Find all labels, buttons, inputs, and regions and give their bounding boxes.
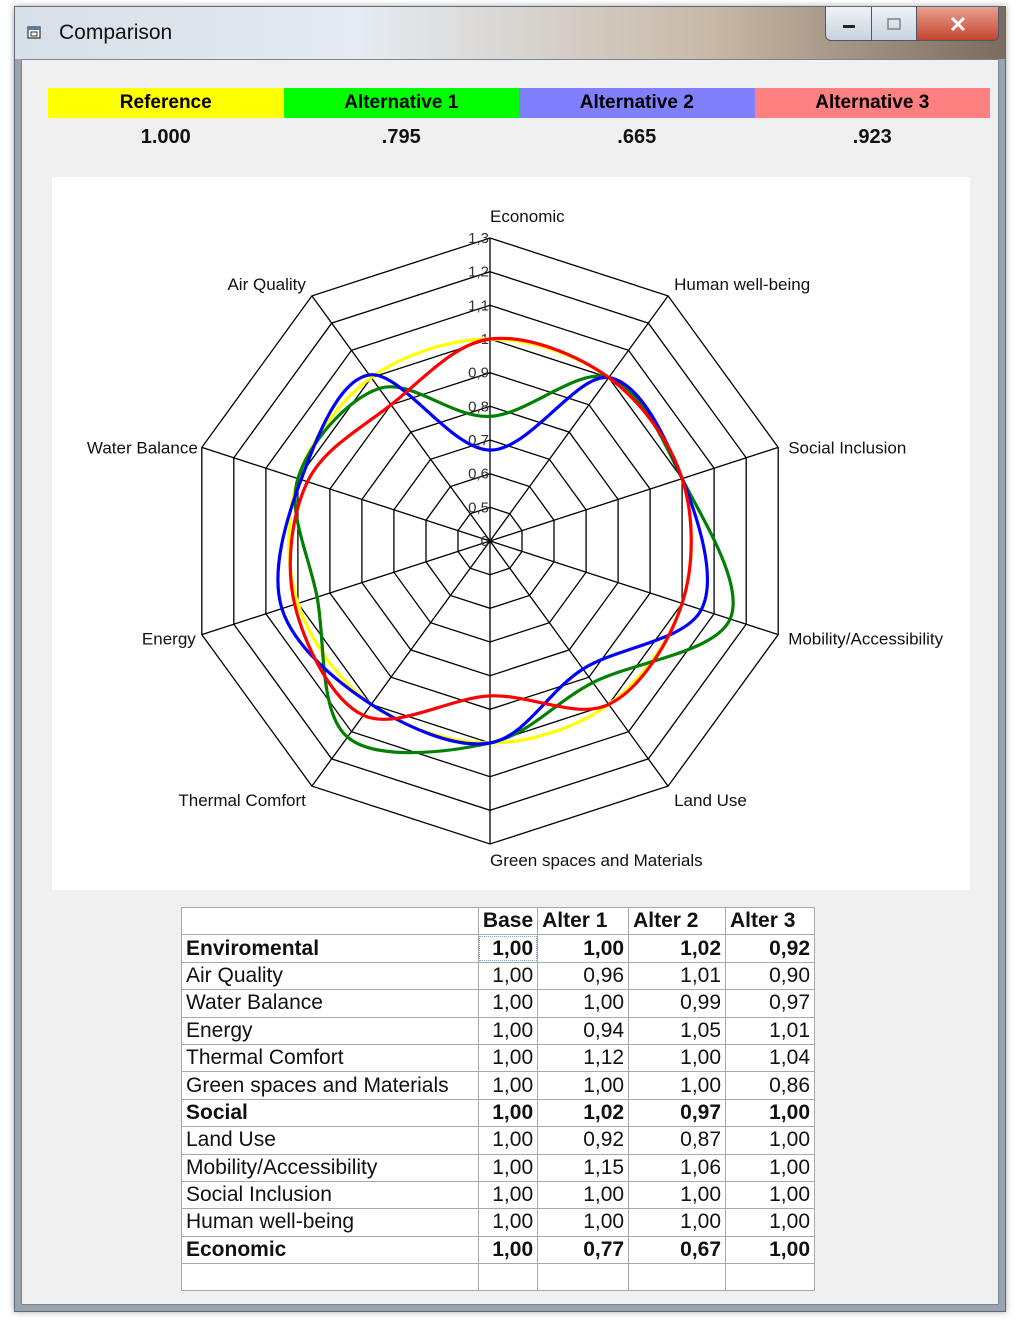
table-row[interactable] — [182, 1017, 815, 1044]
table-cell[interactable]: 1,00 — [538, 990, 629, 1017]
table-header-cell: Base — [478, 908, 537, 935]
table-cell[interactable] — [182, 1264, 479, 1291]
table-cell[interactable]: 0,86 — [726, 1072, 815, 1099]
table-cell[interactable]: 1,05 — [629, 1017, 726, 1044]
grid-spoke — [202, 541, 490, 635]
table-cell[interactable]: 1,00 — [478, 1181, 537, 1208]
table-cell[interactable]: 0,77 — [538, 1236, 629, 1263]
table-cell[interactable]: 1,00 — [478, 1099, 537, 1126]
table-cell[interactable]: 1,00 — [478, 962, 537, 989]
row-label[interactable]: Water Balance — [182, 990, 479, 1017]
app-icon — [27, 26, 41, 39]
tick-label: 1,2 — [468, 263, 489, 281]
maximize-icon — [886, 17, 902, 31]
table-cell[interactable]: 0,97 — [629, 1099, 726, 1126]
table-cell[interactable]: 1,00 — [478, 1072, 537, 1099]
table-cell[interactable]: 0,92 — [726, 935, 815, 962]
score-alternative-1: .795 — [381, 126, 421, 148]
tick-label: 0 — [480, 533, 489, 550]
table-cell[interactable]: 0,90 — [726, 962, 815, 989]
table-cell[interactable]: 0,92 — [538, 1127, 629, 1154]
title-bar[interactable] — [15, 7, 1005, 59]
table-cell[interactable] — [629, 1264, 726, 1291]
table-row[interactable] — [182, 1181, 815, 1208]
row-label[interactable]: Enviromental — [182, 935, 479, 962]
table-cell[interactable]: 1,00 — [629, 1044, 726, 1071]
table-row[interactable] — [182, 1154, 815, 1181]
tick-label: 0,9 — [468, 364, 489, 382]
tick-label: 0,5 — [468, 499, 489, 517]
axis-label: Land Use — [674, 791, 747, 811]
legend — [48, 88, 990, 118]
table-cell[interactable]: 1,02 — [538, 1099, 629, 1126]
table-cell[interactable]: 1,00 — [726, 1209, 815, 1236]
table-row[interactable] — [182, 1099, 815, 1126]
axis-label: Social Inclusion — [788, 438, 907, 458]
table-cell[interactable]: 1,00 — [538, 1072, 629, 1099]
window-title: Comparison — [59, 21, 173, 44]
row-label[interactable]: Thermal Comfort — [182, 1044, 479, 1071]
table-header-cell: Alter 1 — [538, 908, 629, 935]
table-cell[interactable]: 0,96 — [538, 962, 629, 989]
row-label[interactable]: Energy — [182, 1017, 479, 1044]
table-row[interactable] — [182, 1209, 815, 1236]
table-cell[interactable]: 1,00 — [478, 1127, 537, 1154]
table-cell[interactable]: 1,00 — [538, 1209, 629, 1236]
series-line-alternative-2 — [278, 375, 708, 744]
table-row[interactable] — [182, 1072, 815, 1099]
table-cell[interactable]: 1,12 — [538, 1044, 629, 1071]
table-cell[interactable]: 1,00 — [478, 1017, 537, 1044]
legend-alternative-1 — [284, 88, 520, 118]
table-header-cell: Alter 2 — [629, 908, 726, 935]
table-cell[interactable]: 1,00 — [726, 1154, 815, 1181]
legend-alternative-3-label: Alternative 3 — [815, 92, 930, 113]
axis-label: Economic — [490, 207, 565, 226]
table-cell[interactable]: 1,15 — [538, 1154, 629, 1181]
row-label[interactable]: Economic — [182, 1236, 479, 1263]
tick-label: 1,1 — [468, 297, 489, 315]
close-icon — [949, 16, 967, 32]
table-cell[interactable]: 1,06 — [629, 1154, 726, 1181]
axis-label: Air Quality — [227, 274, 306, 294]
table-cell[interactable]: 0,99 — [629, 990, 726, 1017]
close-button[interactable] — [917, 7, 999, 41]
table-cell[interactable]: 1,04 — [726, 1044, 815, 1071]
grid-spoke — [490, 447, 778, 541]
legend-reference — [48, 88, 284, 118]
table-cell[interactable]: 0,87 — [629, 1127, 726, 1154]
row-label[interactable]: Air Quality — [182, 962, 479, 989]
legend-alternative-2-label: Alternative 2 — [579, 92, 694, 113]
table-row-empty[interactable] — [182, 1264, 815, 1291]
tick-label: 0,6 — [468, 465, 489, 483]
minimize-button[interactable] — [825, 7, 872, 41]
table-cell[interactable]: 1,01 — [726, 1017, 815, 1044]
table-cell[interactable]: 1,00 — [726, 1236, 815, 1263]
axis-label: Mobility/Accessibility — [788, 629, 944, 649]
table-cell[interactable]: 1,02 — [629, 935, 726, 962]
score-row — [48, 126, 990, 154]
radar-chart-svg — [52, 177, 970, 890]
grid-spoke — [490, 296, 668, 541]
table-cell[interactable] — [478, 1264, 537, 1291]
table-cell[interactable]: 1,00 — [478, 1209, 537, 1236]
grid-spoke — [312, 296, 490, 541]
axis-label: Human well-being — [674, 274, 811, 294]
score-reference: 1.000 — [140, 126, 191, 148]
tick-label: 1 — [480, 331, 489, 348]
row-label[interactable]: Mobility/Accessibility — [182, 1154, 479, 1181]
row-label[interactable]: Green spaces and Materials — [182, 1072, 479, 1099]
table-header-blank — [182, 908, 479, 935]
results-table — [181, 907, 815, 1291]
maximize-button[interactable] — [872, 7, 917, 41]
tick-label: 0,8 — [468, 398, 489, 416]
axis-label: Water Balance — [86, 438, 198, 458]
row-label[interactable]: Social Inclusion — [182, 1181, 479, 1208]
legend-alternative-3 — [755, 88, 991, 118]
table-cell[interactable]: 0,97 — [726, 990, 815, 1017]
client-area — [21, 59, 999, 1305]
score-alternative-2: .665 — [617, 126, 657, 148]
table-cell[interactable]: 0,67 — [629, 1236, 726, 1263]
table-header-cell: Alter 3 — [726, 908, 815, 935]
tick-label: 0,7 — [468, 432, 489, 449]
table-cell[interactable]: 1,01 — [629, 962, 726, 989]
table-row[interactable] — [182, 1044, 815, 1071]
table-row[interactable] — [182, 990, 815, 1017]
radar-chart — [52, 177, 970, 890]
table-cell[interactable]: 1,00 — [629, 1181, 726, 1208]
table-row[interactable] — [182, 935, 815, 962]
comparison-window — [14, 6, 1006, 1312]
table-cell[interactable]: 1,00 — [726, 1127, 815, 1154]
axis-label: Green spaces and Materials — [490, 851, 703, 870]
table-cell[interactable]: 1,00 — [629, 1072, 726, 1099]
legend-alternative-2 — [519, 88, 755, 118]
results-table-wrap — [181, 907, 815, 1291]
table-cell[interactable]: 1,00 — [538, 935, 629, 962]
table-cell[interactable]: 1,00 — [726, 1181, 815, 1208]
table-row[interactable] — [182, 1127, 815, 1154]
row-label[interactable]: Land Use — [182, 1127, 479, 1154]
row-label[interactable]: Social — [182, 1099, 479, 1126]
table-cell[interactable]: 0,94 — [538, 1017, 629, 1044]
axis-label: Energy — [141, 629, 196, 649]
table-cell[interactable]: 1,00 — [478, 1154, 537, 1181]
table-cell[interactable]: 1,00 — [478, 990, 537, 1017]
table-row[interactable] — [182, 962, 815, 989]
axis-label: Thermal Comfort — [178, 791, 306, 811]
table-cell[interactable] — [538, 1264, 629, 1291]
grid-spoke — [202, 447, 490, 541]
grid-spoke — [490, 541, 778, 635]
table-cell[interactable]: 1,00 — [538, 1181, 629, 1208]
minimize-icon — [841, 19, 857, 29]
table-cell[interactable]: 1,00 — [478, 935, 537, 962]
table-cell[interactable]: 1,00 — [726, 1099, 815, 1126]
table-cell[interactable]: 1,00 — [478, 1044, 537, 1071]
table-cell[interactable]: 1,00 — [478, 1236, 537, 1263]
table-cell[interactable] — [726, 1264, 815, 1291]
row-label[interactable]: Human well-being — [182, 1209, 479, 1236]
legend-reference-label: Reference — [119, 92, 212, 113]
legend-alternative-1-label: Alternative 1 — [344, 92, 459, 113]
score-alternative-3: .923 — [852, 126, 892, 148]
table-cell[interactable]: 1,00 — [629, 1209, 726, 1236]
tick-label: 1,3 — [468, 230, 489, 247]
table-header-row — [182, 908, 815, 935]
table-row[interactable] — [182, 1236, 815, 1263]
